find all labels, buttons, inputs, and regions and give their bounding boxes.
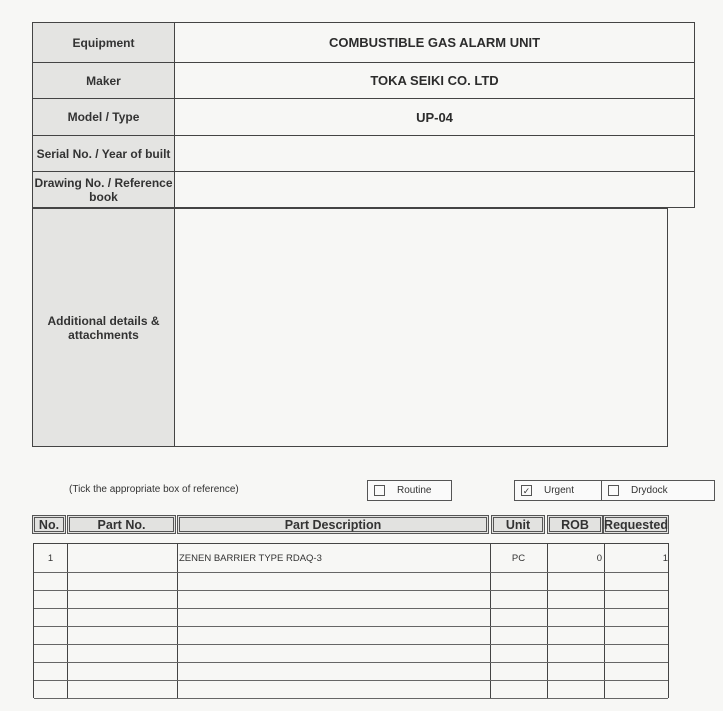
equipment-label: Equipment (32, 23, 175, 62)
row1-rob[interactable]: 0 (596, 552, 602, 564)
additional-value[interactable] (175, 209, 668, 446)
drydock-checkbox[interactable] (608, 485, 619, 496)
parts-table (33, 543, 669, 698)
row1-description[interactable]: ZENEN BARRIER TYPE RDAQ-3 (179, 552, 322, 564)
equipment-row (32, 22, 695, 62)
serial-label: Serial No. / Year of built (32, 136, 175, 171)
drawing-label: Drawing No. / Reference book (32, 172, 175, 207)
drawing-value[interactable] (175, 172, 695, 207)
header-no: No. (32, 515, 66, 534)
routine-option[interactable] (367, 480, 452, 501)
urgent-checkbox-checked-icon[interactable]: ✓ (522, 486, 531, 496)
maker-value[interactable]: TOKA SEIKI CO. LTD (175, 63, 695, 98)
model-value[interactable]: UP-04 (175, 99, 695, 135)
row1-no: 1 (47, 552, 54, 564)
routine-label: Routine (397, 485, 432, 496)
urgent-label: Urgent (544, 485, 575, 496)
additional-label: Additional details & attachments (32, 209, 175, 446)
header-rob: ROB (547, 515, 603, 534)
equipment-value[interactable]: COMBUSTIBLE GAS ALARM UNIT (175, 23, 695, 62)
header-part-no: Part No. (67, 515, 176, 534)
drydock-option[interactable] (601, 480, 715, 501)
routine-checkbox[interactable] (374, 485, 385, 496)
row1-unit[interactable]: PC (511, 552, 526, 564)
serial-row (32, 135, 695, 171)
serial-value[interactable] (175, 136, 695, 171)
reference-instruction: (Tick the appropriate box of reference) (69, 484, 239, 495)
maker-row (32, 62, 695, 98)
header-requested: Requested (603, 515, 669, 534)
maker-label: Maker (32, 63, 175, 98)
row1-part-no[interactable] (67, 544, 177, 572)
drydock-label: Drydock (631, 485, 668, 496)
model-row (32, 98, 695, 135)
header-unit: Unit (491, 515, 545, 534)
row1-requested[interactable]: 1 (662, 552, 668, 564)
additional-row (32, 208, 668, 447)
drawing-row (32, 171, 695, 208)
header-part-description: Part Description (177, 515, 489, 534)
urgent-option[interactable] (514, 480, 602, 501)
model-label: Model / Type (32, 99, 175, 135)
